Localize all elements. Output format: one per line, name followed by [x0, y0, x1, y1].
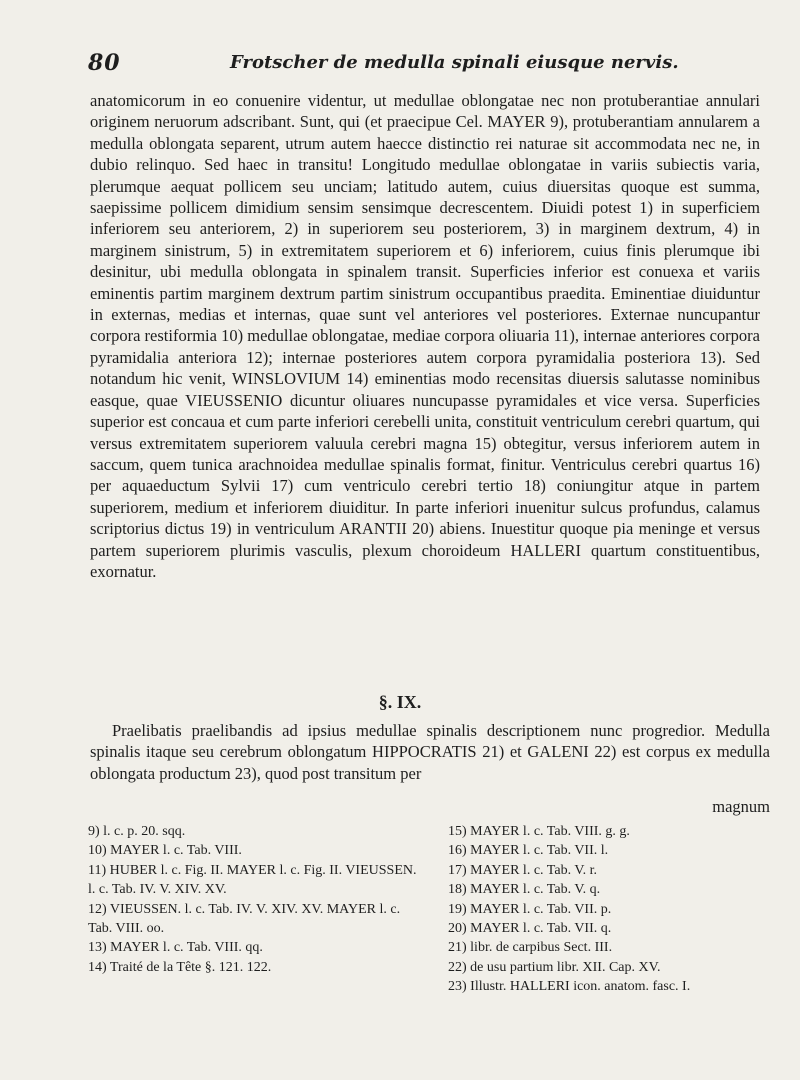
catchword: magnum: [712, 797, 770, 816]
footnote: 20) MAYER l. c. Tab. VII. q.: [448, 921, 612, 937]
footnote: 22) de usu partium libr. XII. Cap. XV.: [448, 959, 661, 975]
footnote: 10) MAYER l. c. Tab. VIII.: [88, 843, 242, 859]
footnote: 9) l. c. p. 20. sqq.: [88, 824, 186, 839]
footnote: 11) HUBER l. c. Fig. II. MAYER l. c. Fig. II. VIEUSSEN. l. c. Tab. IV. V. XIV. XV.: [88, 862, 417, 898]
section-text: [90, 720, 770, 784]
footnotes-right-column: [448, 822, 788, 997]
footnote: 15) MAYER l. c. Tab. VIII. g. g.: [448, 824, 630, 839]
paragraph: anatomicorum in eo conuenire videntur, ut medullae oblongatae nec non protuberantiae annulari originem neruorum adscribant. Sunt, qui (et praecipue Cel. MAYER 9), protuberantiam annularem a medulla oblongata separent, utrum autem haecce distinctio rei naturae sit accommodata nec ne, in dubio relinquo. Sed haec in transitu! Longitudo medullae oblongatae in variis subiectis varia, plerumque aequat pollicem seu unciam; latitudo autem, cuius diuersitas quoque est summa, saepissime pollicem dimidium sensim sensimque decrescentem. Diuidi potest 1) in superficiem inferiorem seu anteriorem, 2) in superiorem seu posteriorem, 3) in marginem dextrum, 4) in marginem sinistrum, 5) in extremitatem superiorem et 6) inferiorem, cuius finis plerumque ibi desinitur, ubi medulla oblongata in spinalem transit. Superficies inferior est conuexa et variis eminentis partim marginem dextrum partim sinistrum occupantibus praedita. Eminentiae diuiduntur in externas, medias et internas, quae sunt vel anteriores vel posteriores. Externae nuncupantur corpora restiformia 10) medullae oblongatae, mediae corpora oliuaria 11), internae anteriores corpora pyramidalia anteriora 12); internae posteriores autem corpora pyramidalia posteriora 13). Sed notandum hic venit, WINSLOVIUM 14) eminentias modo recensitas diuersis salutasse nominibus easque, quae VIEUSSENIO dicuntur oliuares nuncupasse pyramidales et vice versa. Superficies superior est concaua et cum parte inferiori cerebelli unita, constituit ventriculum cerebri quartum, qui versus extremitatem superiorem valuula cerebri magna 15) obtegitur, versus inferiorem autem in saccum, quem tunica arachnoidea medullae spinalis format, finitur. Ventriculus cerebri quartus 16) per aquaeductum Sylvii 17) cum ventriculo cerebri tertio 18) coniungitur atque in partem superiorem, medium et inferiorem diuiditur. In parte inferiori inuenitur sulcus profundus, calamus scriptorius dictus 19) in ventriculum ARANTII 20) abiens. Inuestitur quoque pia meninge et versus partem superiorem plurimis vasculis, plexum choroideum HALLERI quartum constituentibus, exornatur.: [90, 91, 760, 581]
footnote: 21) libr. de carpibus Sect. III.: [448, 940, 613, 956]
main-text: [90, 90, 760, 582]
footnote: 19) MAYER l. c. Tab. VII. p.: [448, 901, 612, 917]
footnote: 13) MAYER l. c. Tab. VIII. qq.: [88, 940, 263, 956]
running-title: Frotscher de medulla spinali eiusque nervis.: [230, 52, 679, 73]
paragraph: Praelibatis praelibandis ad ipsius medullae spinalis descriptionem nunc progredior. Medulla spinalis itaque seu cerebrum oblongatum HIPPOCRATIS 21) et GALENI 22) est corpus ex medulla oblongata productum 23), quod post transitum per: [90, 721, 770, 783]
footnote: 17) MAYER l. c. Tab. V. r.: [448, 862, 598, 878]
footnote: 23) Illustr. HALLERI icon. anatom. fasc. I.: [448, 979, 691, 995]
page-number: 80: [88, 50, 121, 76]
footnote: 16) MAYER l. c. Tab. VII. l.: [448, 843, 609, 859]
footnote: 12) VIEUSSEN. l. c. Tab. IV. V. XIV. XV. MAYER l. c. Tab. VIII. oo.: [88, 901, 401, 937]
page-header: [80, 48, 740, 76]
section-heading: §. IX.: [378, 692, 422, 712]
footnote: 18) MAYER l. c. Tab. V. q.: [448, 882, 601, 898]
footnote: 14) Traité de la Tête §. 121. 122.: [88, 959, 272, 975]
footnotes-left-column: [88, 822, 418, 977]
